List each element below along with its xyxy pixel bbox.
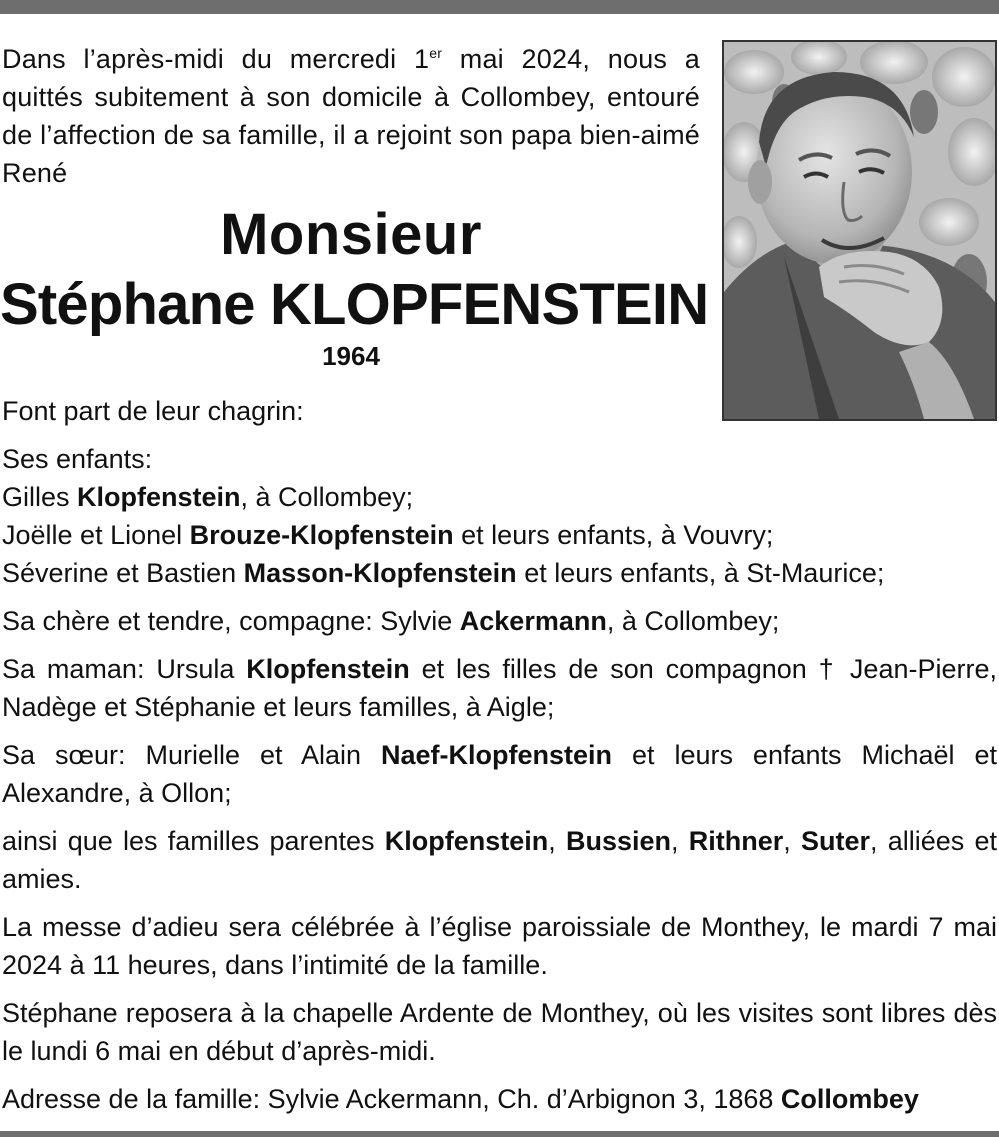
ordinal-superscript: er	[429, 45, 443, 61]
intro-text: Dans l’après-midi du mercredi 1	[2, 44, 430, 74]
child-entry	[2, 478, 997, 516]
family-name: Klopfenstein	[77, 482, 241, 512]
family-address	[2, 1080, 997, 1118]
families-entry	[2, 822, 997, 898]
families-text: ainsi que les familles parentes	[2, 826, 385, 856]
announcement-body	[2, 392, 997, 1128]
child-location: et leurs enfants, à Vouvry;	[453, 520, 774, 550]
address-town: Collombey	[780, 1084, 919, 1114]
sister-entry	[2, 736, 997, 812]
child-location: et leurs enfants, à St-Maurice;	[516, 558, 885, 588]
portrait-photo	[722, 40, 997, 421]
sister-text: Sa sœur: Murielle et Alain	[2, 740, 381, 770]
portrait-photo-icon	[724, 42, 995, 419]
family-name: Ackermann	[459, 606, 607, 636]
family-name: Suter	[800, 826, 870, 856]
families-text-cont: , alliées et amies.	[2, 826, 997, 894]
separator: ,	[548, 826, 566, 856]
announce-line: Font part de leur chagrin:	[2, 396, 304, 426]
deceased-name: Stéphane KLOPFENSTEIN	[0, 272, 709, 337]
family-name: Klopfenstein	[246, 654, 410, 684]
mother-entry	[2, 650, 997, 726]
deceased-name-block	[0, 200, 709, 372]
child-name: Gilles	[2, 482, 78, 512]
child-name: Séverine et Bastien	[2, 558, 244, 588]
child-location: , à Collombey;	[240, 482, 414, 512]
partner-text: Sa chère et tendre, compagne: Sylvie	[2, 606, 460, 636]
partner-location: , à Collombey;	[606, 606, 780, 636]
bottom-rule	[0, 1131, 999, 1137]
mother-text-cont: et les filles de son compagnon † Jean-Pierre, Nadège et Stéphanie et leurs familles, à Aigle;	[2, 654, 997, 722]
family-name: Naef-Klopfenstein	[380, 740, 612, 770]
intro-paragraph	[2, 40, 700, 192]
child-name: Joëlle et Lionel	[2, 520, 190, 550]
family-name: Rithner	[688, 826, 784, 856]
family-name: Klopfenstein	[384, 826, 549, 856]
family-name: Brouze-Klopfenstein	[189, 520, 454, 550]
intro-text-cont: mai 2024, nous a quittés subitement à son domicile à Collombey, entouré de l’affection de sa famille, il a rejoint son papa bien-aimé René	[2, 44, 700, 188]
separator: ,	[783, 826, 801, 856]
visit-info: Stéphane reposera à la chapelle Ardente de Monthey, où les visites sont libres dès le lundi 6 mai en début d’après-midi.	[2, 998, 997, 1066]
top-rule	[0, 0, 999, 14]
address-text: Adresse de la famille: Sylvie Ackermann, Ch. d’Arbignon 3, 1868	[2, 1084, 781, 1114]
sister-text-cont: et leurs enfants Michaël et Alexandre, à Ollon;	[2, 740, 997, 808]
family-name: Masson-Klopfenstein	[243, 558, 517, 588]
honorific: Monsieur	[220, 202, 482, 267]
children-heading: Ses enfants:	[2, 444, 153, 474]
mother-text: Sa maman: Ursula	[2, 654, 247, 684]
birth-year: 1964	[322, 341, 380, 371]
child-entry	[2, 554, 997, 592]
separator: ,	[671, 826, 689, 856]
mass-info: La messe d’adieu sera célébrée à l’église paroissiale de Monthey, le mardi 7 mai 2024 à 11 heures, dans l’intimité de la famille.	[2, 912, 997, 980]
partner-entry	[2, 602, 997, 640]
child-entry	[2, 516, 997, 554]
family-name: Bussien	[565, 826, 672, 856]
